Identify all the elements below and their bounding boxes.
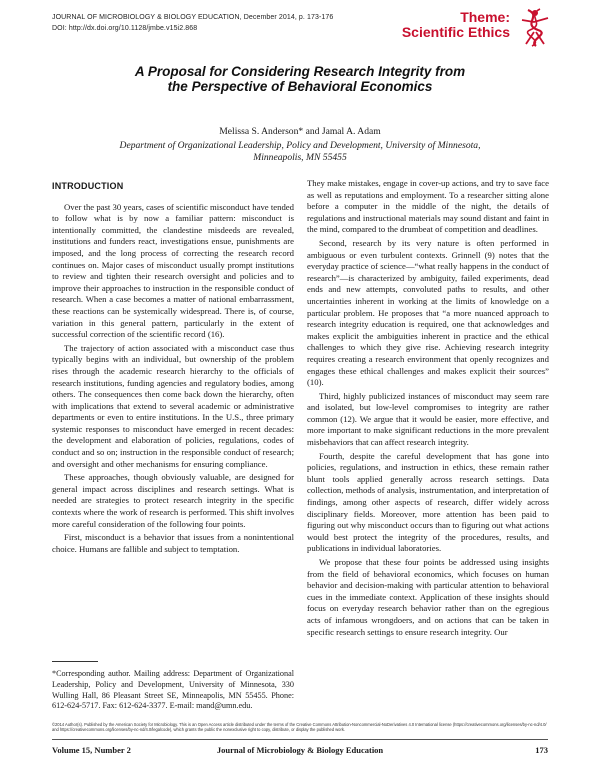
affiliation-line-2: Minneapolis, MN 55455 bbox=[253, 152, 347, 163]
paragraph: Third, highly publicized instances of misconduct may seem rare and isolated, but low-level compromises to integrity are rather common (12). We argue that it would be easier, more effective, and more important to make significant reductions in the more prevalent misbehaviors that can affect research integrity. bbox=[307, 390, 549, 448]
paragraph: First, misconduct is a behavior that issues from a nonintentional choice. Humans are fallible and subject to temptation. bbox=[52, 532, 294, 554]
title-line-1: A Proposal for Considering Research Integrity from bbox=[134, 64, 466, 79]
theme-block bbox=[402, 10, 510, 39]
paragraph: These approaches, though obviously valuable, are designed for general impact across disciplines and research settings. What is needed are strategies to protect research integrity in the specific contexts where the work of research is performed. This shift involves more careful consideration of the following four points. bbox=[52, 472, 294, 529]
journal-name-footer: Journal of Microbiology & Biology Education bbox=[216, 745, 384, 755]
theme-value: Scientific Ethics bbox=[401, 23, 510, 40]
paragraph: Second, research by its very nature is often performed in ambiguous or even turbulent contexts. Grinnell (9) notes that the everyday practice of science—“what really happens in the conduct of research”—is characterized by ambiguity, failed experiments, dead ends and new attempts, convoluted paths to results, and other uncertainties inherent in working at the limits of knowledge on a particular problem. He proposes that “a more nuanced approach to research integrity education is required, one that acknowledges and makes explicit the ambiguities inherent in practice and the ethical challenges to which they give rise. Achieving research integrity requires creating a research environment that openly recognizes and engages these ethical challenges and makes explicit their sources” (10). bbox=[307, 237, 549, 388]
paragraph: The trajectory of action associated with a misconduct case thus typically begins with an individual, but ownership of the problem rises through the academic research hierarchy to the officials of research institutions, funding agencies and regulatory bodies, among others. The consequences then come back down the hierarchy, often with implications that extend to several academic or administrative departments or even to entire institutions. In the U.S., three primary systemic responses to misconduct have emerged in recent decades: the development and elaboration of policies, regulations, codes of conduct and so on; instruction in the responsible conduct of research; and oversight and other mechanisms for ensuring compliance. bbox=[52, 342, 294, 469]
affiliation bbox=[60, 140, 540, 164]
license-notice: ©2014 Author(s). Published by the American Society for Microbiology. This is an Open Access article distributed under the terms of the Creative Commons Attribution-Noncommercial-NoDerivatives 4.0 International license (https://creativecommons.org/licenses/by-nc-nd/4.0/ and https://creativecommons.org/licenses/by-nc-nd/4.0/legalcode), which grants the public the nonexclusive right to copy, distribute, or display the published work. bbox=[52, 722, 547, 733]
paragraph: Over the past 30 years, cases of scientific misconduct have tended to follow what is by now a familiar pattern: misconduct is intentionally committed, the clandestine misdeeds are revealed, institutions and funders react, investigations ensue, punishments are imposed, and the long process of correcting the research record continues on. Major cases of misconduct usually prompt institutions to review and tighten their research oversight and policies and to improve their approaches to instruction in the responsible conduct of research. When a case becomes a matter of national embarrassment, these reactions can be systemically widespread. There is, of course, variation in this general pattern, particularly in the extent of successful correction of the scientific record (16). bbox=[52, 201, 294, 340]
title-line-2: the Perspective of Behavioral Economics bbox=[167, 79, 433, 94]
affiliation-line-1: Department of Organizational Leadership, Policy and Development, University of Minnesota, bbox=[119, 140, 481, 151]
section-heading: INTRODUCTION bbox=[52, 181, 124, 191]
paragraph: We propose that these four points be addressed using insights from the field of behavioral economics, which focuses on human behavior and decision-making with particular attention to behavioral cues in the immediate context. Application of these insights should focus on everyday research behavior rather than on the egregious acts of infamous wrongdoers, and on actions that can be taken in specific research settings to ensure research integrity. Our bbox=[307, 557, 549, 637]
paragraph: They make mistakes, engage in cover-up actions, and try to save face as well as reputations and employment. To a researcher sitting alone before a computer in the middle of the night, the details of regulations and instructional materials may sound distant and faint in the mind, compared to the drumbeat of competition and deadlines. bbox=[307, 178, 549, 235]
theme-label: Theme: bbox=[460, 9, 510, 25]
author-list: Melissa S. Anderson* and Jamal A. Adam bbox=[219, 126, 381, 137]
article-title bbox=[60, 64, 540, 94]
left-column bbox=[52, 181, 294, 557]
dna-figure-icon bbox=[514, 6, 556, 48]
corresponding-author-footnote: *Corresponding author. Mailing address: Department of Organizational Leadership, Policy and Development, University of Minnesota, 330 Wulling Hall, 86 Pleasant Street SE, Minneapolis, MN 55455. Phone: 612-624-5717. Fax: 612-624-3377. E-mail: mand@umn.edu. bbox=[52, 669, 294, 711]
volume-issue: Volume 15, Number 2 bbox=[52, 745, 131, 755]
footer-divider bbox=[52, 739, 548, 740]
journal-citation: JOURNAL OF MICROBIOLOGY & BIOLOGY EDUCATION, December 2014, p. 173-176 bbox=[52, 14, 334, 21]
right-column bbox=[307, 178, 549, 640]
doi-link[interactable]: DOI: http://dx.doi.org/10.1128/jmbe.v15i2.868 bbox=[52, 25, 198, 32]
footnote-divider bbox=[52, 661, 98, 662]
paragraph: Fourth, despite the careful development that has gone into policies, regulations, and instruction in ethics, these remain rather blunt tools applied generally across research settings. Data collection, methods of analysis, instrumentation, and interpretation of findings, among other aspects of research, differ widely across disciplinary fields. Moreover, more attention has been paid to figuring out why misconduct occurs than to figuring out what actions would best protect the integrity of the procedures, results, and publications in individual laboratories. bbox=[307, 450, 549, 554]
page-number: 173 bbox=[535, 745, 548, 755]
